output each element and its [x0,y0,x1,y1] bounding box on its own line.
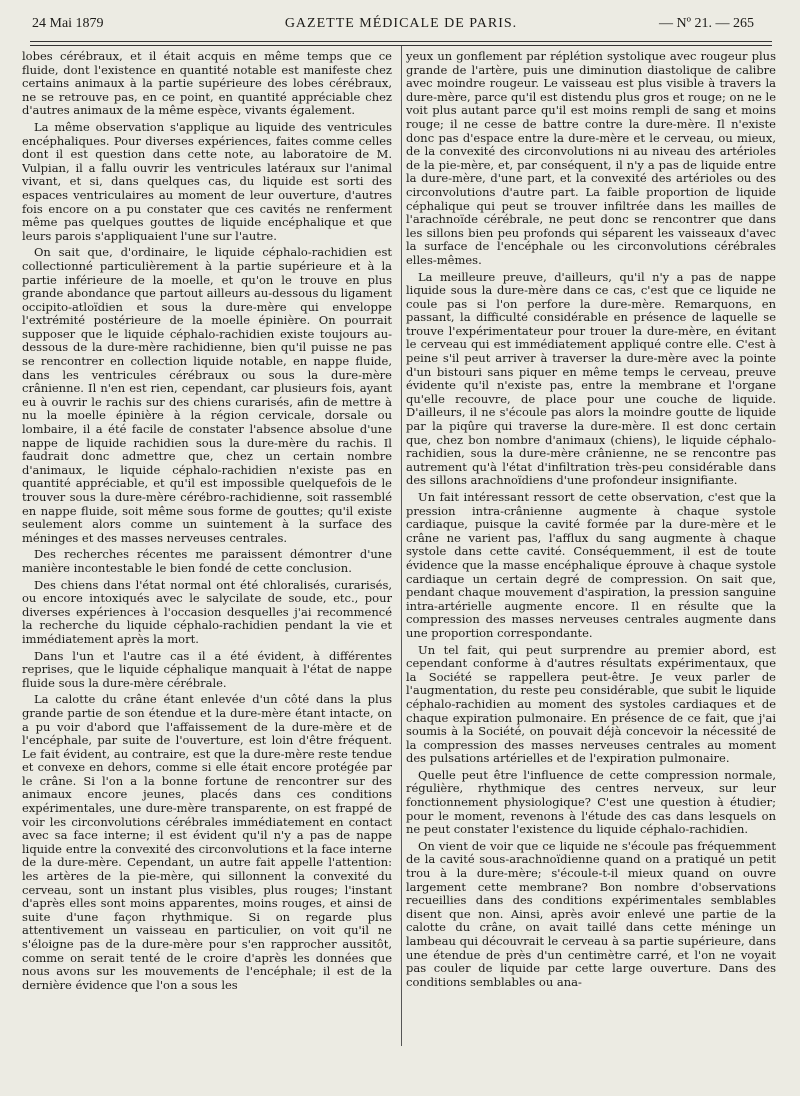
paragraph: La calotte du crâne étant enlevée d'un côté dans la plus grande partie de son étendue et la dure-mère étant intacte, on a pu voir d'abord que l'affaissement de la dure-mère et de l'encéphale, par suite de l'ouverture, est loin d'être fréquent. Le fait évident, au contraire, est que la dure-mère reste tendue et convexe en dehors, comme si elle était encore protégée par le crâne. Si l'on a la bonne fortune de rencontrer sur des animaux encore jeunes, placés dans ces conditions expérimentales, une dure-mère transparente, on est frappé de voir les circonvolutions cérébrales immédiatement en contact avec sa face interne; il est évident qu'il n'y a pas de nappe liquide entre la convexité des circonvolutions et la face interne de la dure-mère. Cependant, un autre fait appelle l'attention: les artères de la pie-mère, qui sillonnent la convexité du cerveau, sont un instant plus visibles, plus rouges; l'instant d'après elles sont moins apparentes, moins rouges, et ainsi de suite d'une façon rhythmique. Si on regarde plus attentivement un vaisseau en particulier, on voit qu'il ne s'éloigne pas de la dure-mère pour s'en rapprocher aussitôt, comme on serait tenté de le croire d'après les données que nous avons sur les mouvements de l'encéphale; il est de la dernière évidence que l'on a sous les [22,692,392,992]
paragraph: Quelle peut être l'influence de cette compression normale, régulière, rhythmique des centres nerveux, sur leur fonctionnement physiologique? C'est une question à étudier; pour le moment, revenons à l'étude des cas dans lesquels on ne peut constater l'existence du liquide céphalo-rachidien. [406,767,776,837]
journal-title: GAZETTE MÉDICALE DE PARIS. [284,16,518,31]
paragraph: Dans l'un et l'autre cas il a été évident, à différentes reprises, que le liquide céphalique manquait à l'état de nappe fluide sous la dure-mère cérébrale. [22,648,392,690]
paragraph: yeux un gonflement par réplétion systolique avec rougeur plus grande de l'artère, puis une diminution diastolique de calibre avec moindre rougeur. Le vaisseau est plus visible à travers la dure-mère, parce qu'il est distendu plus gros et rouge; on ne le voit plus autant parce qu'il est moins rempli de sang et moins rouge; il ne cesse de battre contre la dure-mère. Il n'existe donc pas d'espace entre la dure-mère et le cerveau, ou mieux, de la convexité des circonvolutions ni au niveau des artérioles de la pie-mère, et, par conséquent, il n'y a pas de liquide entre la dure-mère, d'une part, et la convexité des artérioles ou des circonvolutions d'autre part. La faible proportion de liquide céphalique qui peut se trouver infiltrée dans les mailles de l'arachnoïde cérébrale, ne peut donc se rencontrer que dans les sillons bien peu profonds qui séparent les vaisseaux d'avec la surface de l'encéphale ou les circonvolutions cérébrales elles-mêmes. [406,50,776,267]
paragraph: lobes cérébraux, et il était acquis en même temps que ce fluide, dont l'existence en quantité notable est manifeste chez certains animaux à la partie supérieure des lobes cérébraux, ne se retrouve pas, en ce point, en quantité appréciable chez d'autres animaux de la même espèce, vivants également. [22,50,392,118]
right-column [406,50,776,1044]
column-divider [401,46,402,1046]
paragraph: Un tel fait, qui peut surprendre au premier abord, est cependant conforme à d'autres résultats expérimentaux, que la Société se rappellera peut-être. Je veux parler de l'augmentation, du reste peu considérable, que subit le liquide céphalo-rachidien au moment des systoles cardiaques et de chaque expiration pulmonaire. En présence de ce fait, que j'ai soumis à la Société, on pouvait déjà concevoir la nécessité de la compression des masses nerveuses centrales au moment des pulsations artérielles et de l'expiration pulmonaire. [406,642,776,766]
left-column [22,50,392,1044]
header-rule-top [30,41,772,42]
paragraph: Un fait intéressant ressort de cette observation, c'est que la pression intra-crânienne augmente à chaque systole cardiaque, puisque la cavité formée par la dure-mère et le crâne ne varient pas, l'afflux du sang augmente à chaque systole dans cette cavité. Conséquemment, il est de toute évidence que la masse encéphalique éprouve à chaque systole cardiaque un certain degré de compression. On sait que, pendant chaque mouvement d'aspiration, la pression sanguine intra-artérielle augmente encore. Il en résulte que la compression des masses nerveuses centrales augmente dans une proportion correspondante. [406,490,776,640]
page-header [30,14,772,36]
paragraph: Des chiens dans l'état normal ont été chloralisés, curarisés, ou encore intoxiqués avec le salycilate de soude, etc., pour diverses expériences à l'occasion desquelles j'ai recommencé la recherche du liquide céphalo-rachidien pendant la vie et immédiatement après la mort. [22,577,392,646]
paragraph: La même observation s'applique au liquide des ventricules encéphaliques. Pour diverses expériences, faites comme celles dont il est question dans cette note, au laboratoire de M. Vulpian, il a fallu ouvrir les ventricules latéraux sur l'animal vivant, et si, dans quelques cas, du liquide est sorti des espaces ventriculaires au moment de leur ouverture, d'autres fois encore on a pu constater que ces cavités ne renferment même pas quelques gouttes de liquide encéphalique et que leurs parois s'appliquaient l'une sur l'autre. [22,119,392,243]
paragraph: On sait que, d'ordinaire, le liquide céphalo-rachidien est collectionné particulièrement à la partie supérieure et à la partie inférieure de la moelle, et qu'on le trouve en plus grande abondance que partout ailleurs au-dessous du ligament occipito-atloïdien et sous la dure-mère qui enveloppe l'extrémité postérieure de la moelle épinière. On pourrait supposer que le liquide céphalo-rachidien existe toujours au-dessous de la dure-mère rachidienne, bien qu'il puisse ne pas se rencontrer en collection liquide notable, en nappe fluide, dans les ventricules cérébraux ou sous la dure-mère crânienne. Il n'en est rien, cependant, car plusieurs fois, ayant eu à ouvrir le rachis sur des chiens curarisés, afin de mettre à nu la moelle épinière à la région cervicale, dorsale ou lombaire, il a été facile de constater l'absence absolue d'une nappe de liquide rachidien sous la dure-mère du rachis. Il faudrait donc admettre que, chez un certain nombre d'animaux, le liquide céphalo-rachidien n'existe pas en quantité appréciable, et qu'il est impossible quelquefois de le trouver sous la dure-mère cérébro-rachidienne, soit rassemblé en nappe fluide, soit même sous forme de gouttes; qu'il existe seulement alors comme un suintement à la surface des méninges et des masses nerveuses centrales. [22,245,392,545]
paragraph: La meilleure preuve, d'ailleurs, qu'il n'y a pas de nappe liquide sous la dure-mère dans ce cas, c'est que ce liquide ne coule pas si l'on perfore la dure-mère. Remarquons, en passant, la difficulté considérable en présence de laquelle se trouve l'expérimentateur pour trouer la dure-mère, en évitant le cerveau qui est immédiatement appliqué contre elle. C'est à peine s'il peut arriver à traverser la dure-mère avec la pointe d'un bistouri sans piquer en même temps le cerveau, preuve évidente qu'il n'existe pas, entre la membrane et l'organe qu'elle recouvre, de place pour une couche de liquide. D'ailleurs, il ne s'écoule pas alors la moindre goutte de liquide par la piqûre qui traverse la dure-mère. Il est donc certain que, chez bon nombre d'animaux (chiens), le liquide céphalo-rachidien, sous la dure-mère crânienne, ne se rencontre pas autrement qu'à l'état d'infiltration très-peu considérable dans des sillons arachnoïdiens d'une profondeur insignifiante. [406,269,776,488]
paragraph: Des recherches récentes me paraissent démontrer d'une manière incontestable le bien fondé de cette conclusion. [22,547,392,575]
issue-page-number: — Nº 21. — 265 [659,16,754,31]
paragraph: On vient de voir que ce liquide ne s'écoule pas fréquemment de la cavité sous-arachnoïdienne quand on a pratiqué un petit trou à la dure-mère; s'écoule-t-il mieux quand on ouvre largement cette membrane? Bon nombre d'observations recueillies dans des conditions expérimentales semblables disent que non. Ainsi, après avoir enlevé une partie de la calotte du crâne, on avait taillé dans cette méninge un lambeau qui découvrait le cerveau à sa partie supérieure, dans une étendue de près d'un centimètre carré, et l'on ne voyait pas couler de liquide par cette large ouverture. Dans des conditions semblables ou ana- [406,838,776,989]
issue-date: 24 Mai 1879 [32,16,104,31]
